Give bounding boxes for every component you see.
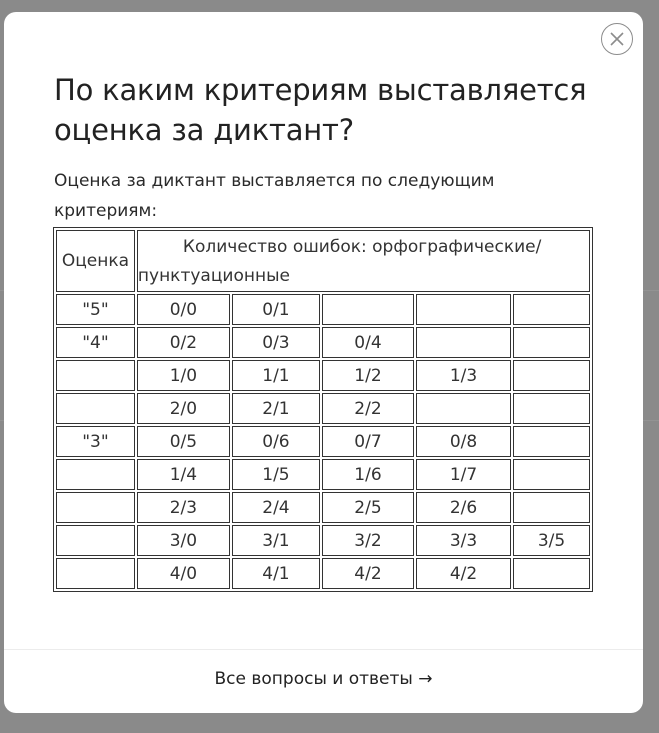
error-count-cell: 0/3 (232, 327, 320, 358)
error-count-cell: 1/3 (416, 360, 511, 391)
error-count-cell: 1/7 (416, 459, 511, 490)
error-count-cell: 2/4 (232, 492, 320, 523)
error-count-cell: 2/6 (416, 492, 511, 523)
all-questions-link[interactable]: Все вопросы и ответы → (214, 669, 433, 689)
error-count-cell (513, 327, 590, 358)
error-count-cell: 2/3 (137, 492, 230, 523)
table-row (56, 426, 590, 457)
intro-text: Оценка за диктант выставляется по следующим критериям: (54, 171, 495, 221)
error-count-cell: 1/2 (322, 360, 414, 391)
grade-cell (56, 492, 135, 523)
error-count-cell (416, 294, 511, 325)
modal-title: По каким критериям выставляется оценка за диктант? (54, 73, 587, 147)
grade-cell: "4" (56, 327, 135, 358)
close-icon (610, 32, 624, 46)
error-count-cell: 0/4 (322, 327, 414, 358)
error-count-cell (513, 360, 590, 391)
error-count-cell: 0/6 (232, 426, 320, 457)
error-count-cell: 2/5 (322, 492, 414, 523)
error-count-cell: 3/5 (513, 525, 590, 556)
error-count-cell (513, 558, 590, 589)
header-grade: Оценка (56, 230, 135, 292)
table-row (56, 492, 590, 523)
table-header-row (56, 230, 590, 292)
error-count-cell: 2/0 (137, 393, 230, 424)
header-errors-line2: пунктуационные (137, 266, 290, 286)
grade-cell (56, 525, 135, 556)
grade-cell (56, 558, 135, 589)
error-count-cell (513, 294, 590, 325)
table-row (56, 327, 590, 358)
header-errors (137, 230, 590, 292)
error-count-cell: 1/1 (232, 360, 320, 391)
grade-cell (56, 360, 135, 391)
grade-cell (56, 459, 135, 490)
error-count-cell (416, 327, 511, 358)
error-count-cell: 0/1 (232, 294, 320, 325)
faq-modal (4, 12, 643, 713)
error-count-cell: 4/1 (232, 558, 320, 589)
table-row (56, 393, 590, 424)
error-count-cell: 3/3 (416, 525, 511, 556)
grade-cell: "5" (56, 294, 135, 325)
error-count-cell: 2/1 (232, 393, 320, 424)
grade-cell (56, 393, 135, 424)
error-count-cell (513, 393, 590, 424)
table-row (56, 360, 590, 391)
table-row (56, 459, 590, 490)
error-count-cell: 4/0 (137, 558, 230, 589)
table-row (56, 294, 590, 325)
grade-cell: "3" (56, 426, 135, 457)
error-count-cell (513, 459, 590, 490)
error-count-cell: 1/6 (322, 459, 414, 490)
error-count-cell: 2/2 (322, 393, 414, 424)
error-count-cell: 1/5 (232, 459, 320, 490)
error-count-cell: 0/2 (137, 327, 230, 358)
error-count-cell (322, 294, 414, 325)
error-count-cell: 4/2 (416, 558, 511, 589)
error-count-cell (513, 492, 590, 523)
error-count-cell: 1/0 (137, 360, 230, 391)
error-count-cell: 1/4 (137, 459, 230, 490)
header-errors-line1: Количество ошибок: орфографические/ (182, 237, 542, 257)
footer-divider (4, 649, 643, 650)
error-count-cell: 4/2 (322, 558, 414, 589)
error-count-cell: 3/2 (322, 525, 414, 556)
error-count-cell: 3/0 (137, 525, 230, 556)
error-count-cell (513, 426, 590, 457)
error-count-cell: 0/0 (137, 294, 230, 325)
error-count-cell: 0/7 (322, 426, 414, 457)
error-count-cell: 3/1 (232, 525, 320, 556)
criteria-table (53, 227, 593, 592)
error-count-cell (416, 393, 511, 424)
error-count-cell: 0/5 (137, 426, 230, 457)
table-row (56, 525, 590, 556)
error-count-cell: 0/8 (416, 426, 511, 457)
close-button[interactable] (601, 23, 633, 55)
table-row (56, 558, 590, 589)
